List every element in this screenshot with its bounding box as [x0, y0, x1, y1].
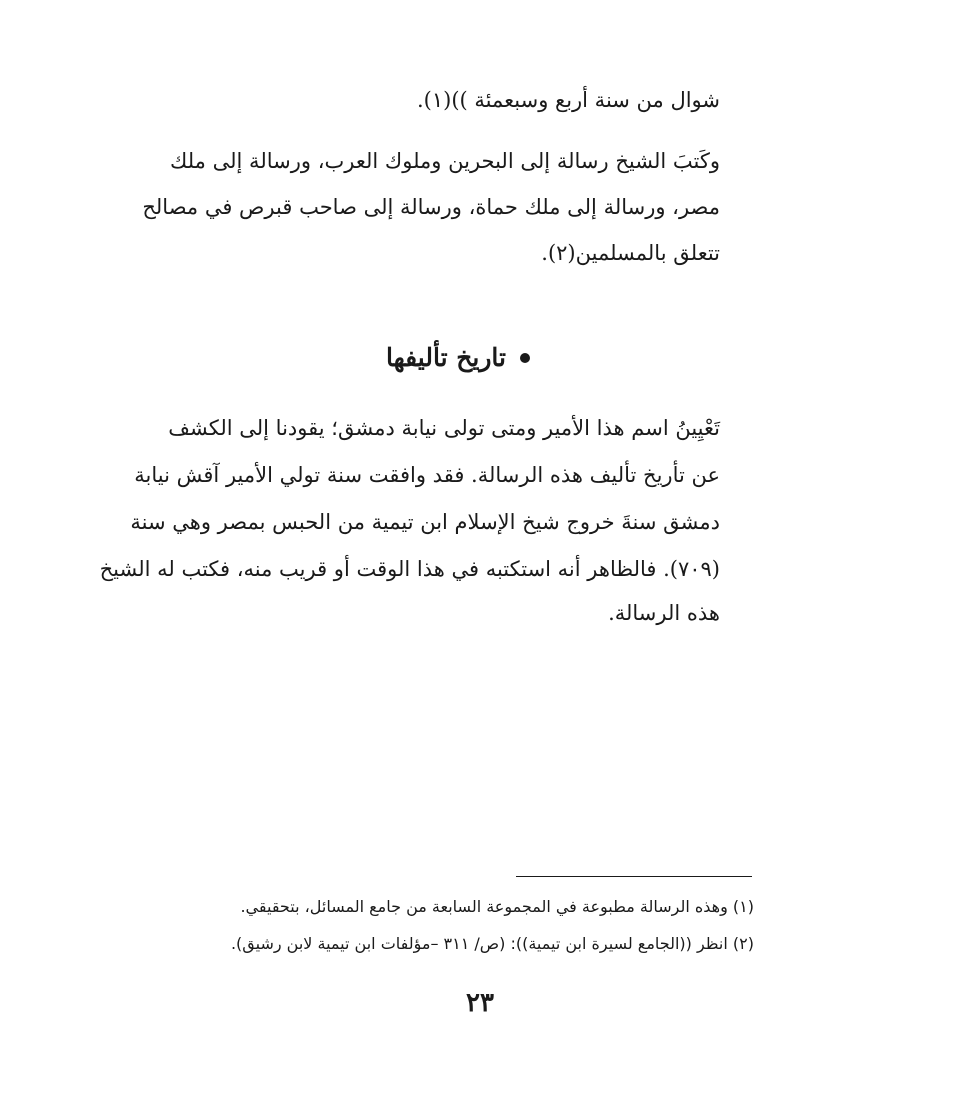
footnote-divider: [516, 876, 752, 877]
page-number: ٢٣: [466, 988, 494, 1018]
footnote: (٢) انظر ((الجامع لسيرة ابن تيمية)): (ص/ ٣١١ –مؤلفات ابن تيمية لابن رشيق).: [230, 934, 754, 953]
paragraph-line: (٧٠٩). فالظاهر أنه استكتبه في هذا الوقت أو قريب منه، فكتب له الشيخ: [99, 557, 720, 581]
paragraph-line: هذه الرسالة.: [608, 601, 720, 625]
bullet-icon: [520, 353, 530, 363]
section-heading: [386, 343, 530, 372]
paragraph-line: تَعْيِينُ اسم هذا الأمير ومتى تولى نيابة دمشق؛ يقودنا إلى الكشف: [168, 416, 720, 440]
section-heading-text: تاريخ تأليفها: [386, 343, 506, 372]
paragraph-line: شوال من سنة أربع وسبعمئة ))(١).: [416, 88, 720, 112]
paragraph-line: دمشق سنةَ خروج شيخ الإسلام ابن تيمية من الحبس بمصر وهي سنة: [130, 510, 720, 534]
paragraph-line: وكَتبَ الشيخ رسالة إلى البحرين وملوك العرب، ورسالة إلى ملك: [170, 149, 720, 173]
paragraph-line: تتعلق بالمسلمين(٢).: [541, 241, 720, 265]
paragraph-line: عن تأريخ تأليف هذه الرسالة. فقد وافقت سنة تولي الأمير آقش نيابة: [134, 463, 720, 487]
footnote: (١) وهذه الرسالة مطبوعة في المجموعة السابعة من جامع المسائل، بتحقيقي.: [240, 897, 754, 916]
paragraph-line: مصر، ورسالة إلى ملك حماة، ورسالة إلى صاحب قبرص في مصالح: [142, 195, 720, 219]
